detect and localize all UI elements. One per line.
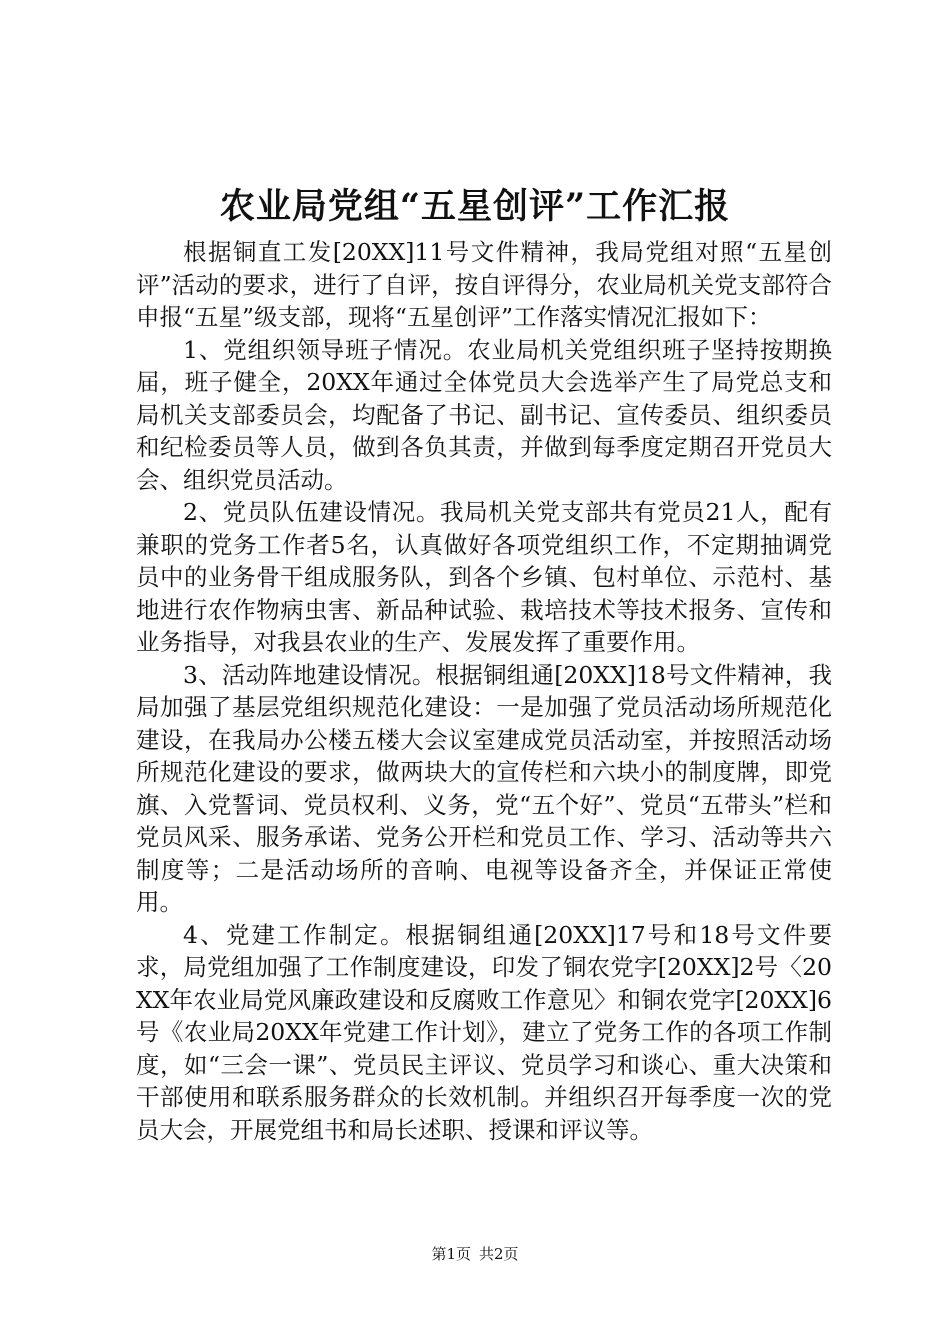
section-4-paragraph: 4、党建工作制定。根据铜组通[20XX]17号和18号文件要求，局党组加强了工作制度建设，印发了铜农党字[20XX]2号〈20XX年农业局党风廉政建设和反腐败工作意见〉和铜农党字[20XX]6号《农业局20XX年党建工作计划》，建立了党务工作的各项工作制度，如“三会一课”、党员民主评议、党员学习和谈心、重大决策和干部使用和联系服务群众的长效机制。并组织召开每季度一次的党员大会，开展党组书和局长述职、授课和评议等。: [136, 920, 832, 1144]
section-3-paragraph: 3、活动阵地建设情况。根据铜组通[20XX]18号文件精神，我局加强了基层党组织规范化建设：一是加强了党员活动场所规范化建设，在我局办公楼五楼大会议室建成党员活动室，并按照活动场所规范化建设的要求，做两块大的宣传栏和六块小的制度牌，即党旗、入党誓词、党员权利、义务，党“五个好”、党员“五带头”栏和党员风采、服务承诺、党务公开栏和党员工作、学习、活动等共六制度等；二是活动场所的音响、电视等设备齐全，并保证正常使用。: [136, 660, 832, 916]
page-number: 第1页: [431, 1245, 471, 1263]
page-footer: [0, 1244, 950, 1264]
document-body: [136, 236, 832, 1146]
intro-paragraph: 根据铜直工发[20XX]11号文件精神，我局党组对照“五星创评”活动的要求，进行了自评，按自评得分，农业局机关党支部符合申报“五星”级支部，现将“五星创评”工作落实情况汇报如下：: [136, 238, 832, 331]
document-title: 农业局党组“五星创评”工作汇报: [219, 186, 731, 227]
page-count: 共2页: [479, 1245, 519, 1263]
section-2-paragraph: 2、党员队伍建设情况。我局机关党支部共有党员21人，配有兼职的党务工作者5名，认真做好各项党组织工作，不定期抽调党员中的业务骨干组成服务队，到各个乡镇、包村单位、示范村、基地进行农作物病虫害、新品种试验、栽培技术等技术报务、宣传和业务指导，对我县农业的生产、发展发挥了重要作用。: [136, 498, 832, 656]
section-1-paragraph: 1、党组织领导班子情况。农业局机关党组织班子坚持按期换届，班子健全，20XX年通过全体党员大会选举产生了局党总支和局机关支部委员会，均配备了书记、副书记、宣传委员、组织委员和纪检委员等人员，做到各负其责，并做到每季度定期召开党员大会、组织党员活动。: [136, 335, 832, 494]
